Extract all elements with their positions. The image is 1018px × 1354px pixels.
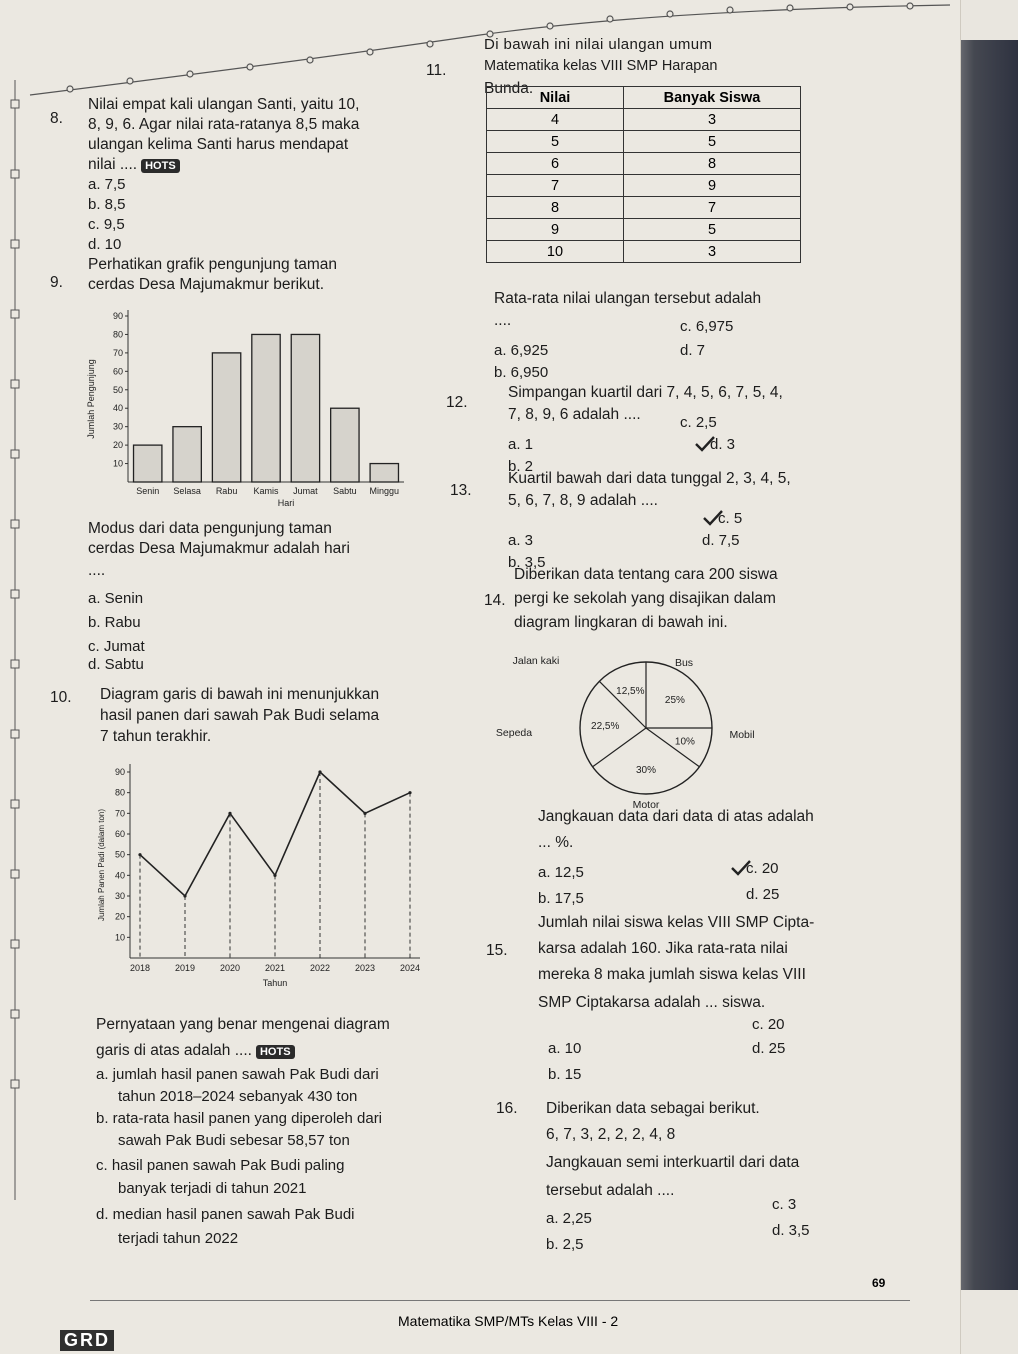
q16-line-1: Diberikan data sebagai berikut.: [546, 1100, 760, 1117]
q16-line-2: 6, 7, 3, 2, 2, 2, 4, 8: [546, 1126, 676, 1143]
q14-line-1: Diberikan data tentang cara 200 siswa: [514, 566, 778, 583]
q16-option-d[interactable]: d. 3,5: [772, 1222, 810, 1239]
q8-line-2: 8, 9, 6. Agar nilai rata-ratanya 8,5 maka: [88, 116, 360, 133]
q11-number: 11.: [426, 62, 447, 79]
q10-option-c-2: banyak terjadi di tahun 2021: [118, 1180, 307, 1197]
q8-option-d[interactable]: d. 10: [88, 236, 122, 253]
check-mark-icon: [702, 508, 724, 528]
page-number: 69: [872, 1276, 886, 1290]
q14-line-2: pergi ke sekolah yang disajikan dalam: [514, 590, 776, 607]
table-cell: 3: [624, 109, 801, 131]
q14-line-3: diagram lingkaran di bawah ini.: [514, 614, 728, 631]
q8-line-3: ulangan kelima Santi harus mendapat: [88, 136, 349, 153]
q15-option-a[interactable]: a. 10: [548, 1040, 582, 1057]
q8-line-4-text: nilai ....: [88, 156, 138, 173]
q11-option-b[interactable]: b. 6,950: [494, 364, 549, 381]
table-cell: 5: [624, 219, 801, 241]
q14-after-2: ... %.: [538, 834, 574, 851]
y-tick-label: 50: [114, 849, 125, 860]
bar-selasa: [173, 427, 201, 482]
q15-line-3: mereka 8 maka jumlah siswa kelas VIII: [538, 966, 806, 983]
bar-minggu: [370, 464, 398, 482]
x-tick-label: Sabtu: [333, 486, 357, 496]
data-point-2024: [408, 791, 411, 794]
q16-option-a[interactable]: a. 2,25: [546, 1210, 592, 1227]
q11-line-1: Di bawah ini nilai ulangan umum: [484, 36, 713, 53]
data-point-2021: [273, 874, 276, 877]
slice-name-label: Bus: [674, 657, 694, 669]
q13-option-d[interactable]: d. 7,5: [702, 532, 740, 549]
slice-edge: [593, 728, 646, 767]
q11-after-2: ....: [494, 312, 512, 329]
table-cell: 5: [487, 131, 624, 153]
q15-line-4: SMP Ciptakarsa adalah ... siswa.: [538, 994, 766, 1011]
table-row: [487, 241, 801, 263]
y-axis-label: Jumlah Panen Padi (dalam ton): [97, 808, 106, 922]
y-tick-label: 70: [112, 347, 123, 358]
table-cell: 5: [624, 131, 801, 153]
q10-after-1: Pernyataan yang benar mengenai diagram: [96, 1016, 390, 1033]
q10-option-b-1[interactable]: b. rata-rata hasil panen yang diperoleh dari: [96, 1110, 383, 1127]
x-axis-label: Tahun: [262, 978, 288, 988]
data-point-2020: [228, 812, 231, 815]
table-cell: 8: [487, 197, 624, 219]
q14-option-b[interactable]: b. 17,5: [538, 890, 584, 907]
q13-line-1: Kuartil bawah dari data tunggal 2, 3, 4, 5,: [508, 470, 791, 487]
q11-option-c[interactable]: c. 6,975: [680, 318, 734, 335]
table-row: [487, 219, 801, 241]
q15-option-d[interactable]: d. 25: [752, 1040, 786, 1057]
table-cell: 7: [624, 197, 801, 219]
data-point-2022: [318, 770, 321, 773]
q9-option-d[interactable]: d. Sabtu: [88, 656, 144, 673]
score-table: [486, 86, 801, 263]
y-tick-label: 80: [114, 787, 125, 798]
table-row: [487, 197, 801, 219]
q8-option-b[interactable]: b. 8,5: [88, 196, 126, 213]
q8-line-4: [88, 156, 180, 174]
data-point-2023: [363, 812, 366, 815]
q14-number: 14.: [484, 592, 506, 609]
check-mark-icon: [730, 858, 752, 878]
q8-option-c[interactable]: c. 9,5: [88, 216, 125, 233]
q11-after-1: Rata-rata nilai ulangan tersebut adalah: [494, 290, 762, 307]
publisher-logo: GRD: [60, 1330, 114, 1351]
x-tick-label: 2024: [399, 963, 421, 973]
q8-option-a[interactable]: a. 7,5: [88, 176, 126, 193]
table-cell: 7: [487, 175, 624, 197]
y-tick-label: 10: [112, 458, 123, 469]
hots-badge: HOTS: [141, 159, 180, 173]
y-tick-label: 90: [114, 767, 125, 777]
q10-line-2: hasil panen dari sawah Pak Budi selama: [100, 707, 380, 724]
q9-after-2: cerdas Desa Majumakmur adalah hari: [88, 540, 350, 557]
table-row: [487, 153, 801, 175]
q9-after-3: ....: [88, 562, 106, 579]
slice-percent-label: 25%: [664, 695, 685, 707]
q13-number: 13.: [450, 482, 472, 499]
y-tick-label: 60: [112, 366, 123, 377]
q15-line-2: karsa adalah 160. Jika rata-rata nilai: [538, 940, 788, 957]
q9-line-2: cerdas Desa Majumakmur berikut.: [88, 276, 325, 293]
q12-line-1: Simpangan kuartil dari 7, 4, 5, 6, 7, 5, 4,: [508, 384, 783, 401]
q10-line-3: 7 tahun terakhir.: [100, 728, 212, 745]
y-axis-label: Jumlah Pengunjung: [86, 359, 96, 439]
q14-option-a[interactable]: a. 12,5: [538, 864, 584, 881]
x-tick-label: Senin: [136, 486, 160, 496]
bar-sabtu: [331, 408, 359, 482]
y-tick-label: 20: [112, 440, 123, 451]
table-row: [487, 131, 801, 153]
slice-percent-label: 30%: [635, 764, 657, 776]
hots-badge: HOTS: [256, 1045, 295, 1059]
q16-number: 16.: [496, 1100, 518, 1117]
q10-option-a-2: tahun 2018–2024 sebanyak 430 ton: [118, 1088, 358, 1105]
q10-number: 10.: [50, 689, 72, 706]
q9-number: 9.: [50, 274, 63, 291]
book-title: Matematika SMP/MTs Kelas VIII - 2: [398, 1313, 619, 1329]
x-axis-label: Hari: [277, 498, 295, 508]
table-cell: 3: [624, 241, 801, 263]
data-point-2019: [183, 894, 186, 897]
x-tick-label: 2022: [309, 963, 331, 973]
q11-option-a[interactable]: a. 6,925: [494, 342, 549, 359]
x-tick-label: Kamis: [253, 486, 279, 496]
q14-option-d[interactable]: d. 25: [746, 886, 780, 903]
visitor-bar-chart: [82, 300, 422, 515]
q15-option-b[interactable]: b. 15: [548, 1066, 582, 1083]
q12-option-c[interactable]: c. 2,5: [680, 414, 717, 431]
q9-option-c[interactable]: c. Jumat: [88, 638, 145, 655]
y-tick-label: 40: [112, 403, 123, 414]
bar-rabu: [212, 353, 240, 482]
y-tick-label: 20: [114, 911, 125, 922]
q13-line-2: 5, 6, 7, 8, 9 adalah ....: [508, 492, 658, 509]
q10-after-2: [96, 1042, 295, 1060]
q14-option-c[interactable]: c. 20: [746, 860, 779, 877]
footer-rule: [90, 1300, 910, 1301]
y-tick-label: 80: [112, 329, 123, 340]
x-tick-label: Jumat: [293, 486, 318, 496]
q10-option-d-2: terjadi tahun 2022: [118, 1230, 239, 1247]
q10-after-2-text: garis di atas adalah ....: [96, 1042, 252, 1059]
slice-percent-label: 12,5%: [616, 686, 645, 698]
x-tick-label: Selasa: [173, 486, 201, 496]
q12-number: 12.: [446, 394, 468, 411]
x-tick-label: Minggu: [369, 486, 400, 496]
q10-option-a-1[interactable]: a. jumlah hasil panen sawah Pak Budi dari: [96, 1066, 379, 1083]
x-tick-label: 2023: [354, 963, 376, 973]
q8-number: 8.: [50, 110, 63, 127]
slice-name-label: Mobil: [729, 729, 755, 741]
y-tick-label: 10: [114, 932, 125, 943]
slice-percent-label: 22,5%: [591, 720, 620, 732]
y-tick-label: 40: [114, 870, 125, 881]
q8-line-1: Nilai empat kali ulangan Santi, yaitu 10,: [88, 96, 360, 113]
bar-senin: [134, 445, 162, 482]
table-row: [487, 175, 801, 197]
y-tick-label: 30: [112, 421, 123, 432]
q12-option-a[interactable]: a. 1: [508, 436, 534, 453]
q10-option-c-1[interactable]: c. hasil panen sawah Pak Budi paling: [96, 1157, 345, 1174]
q9-line-1: Perhatikan grafik pengunjung taman: [88, 256, 338, 273]
x-tick-label: 2020: [219, 963, 241, 973]
q9-option-b[interactable]: b. Rabu: [88, 614, 141, 631]
harvest-line-chart: [90, 756, 430, 996]
q11-option-d[interactable]: d. 7: [680, 342, 706, 359]
table-cell: 10: [487, 241, 624, 263]
transport-pie-chart: [495, 640, 766, 818]
x-tick-label: 2019: [174, 963, 196, 973]
q16-line-3: Jangkauan semi interkuartil dari data: [546, 1154, 800, 1171]
slice-percent-label: 10%: [674, 736, 695, 748]
table-header-nilai: Nilai: [487, 87, 624, 109]
table-cell: 8: [624, 153, 801, 175]
q12-line-2: 7, 8, 9, 6 adalah ....: [508, 406, 641, 423]
table-cell: 9: [624, 175, 801, 197]
slice-name-label: Motor: [632, 799, 660, 811]
data-point-2018: [138, 853, 141, 856]
x-tick-label: 2018: [129, 963, 151, 973]
q12-option-d[interactable]: d. 3: [710, 436, 736, 453]
q9-after-1: Modus dari data pengunjung taman: [88, 520, 332, 537]
q15-number: 15.: [486, 942, 508, 959]
q13-option-b[interactable]: b. 3,5: [508, 554, 546, 571]
y-tick-label: 50: [112, 384, 123, 395]
q13-option-a[interactable]: a. 3: [508, 532, 534, 549]
q11-line-3: Bunda.: [484, 80, 534, 97]
x-tick-label: Rabu: [215, 486, 238, 496]
q16-line-4: tersebut adalah ....: [546, 1182, 675, 1199]
x-tick-label: 2021: [264, 963, 286, 973]
y-tick-label: 70: [114, 808, 125, 819]
q10-line-1: Diagram garis di bawah ini menunjukkan: [100, 686, 380, 703]
decorative-left-border: [6, 80, 24, 1200]
slice-name-label: Sepeda: [495, 727, 533, 739]
check-mark-icon: [694, 434, 716, 454]
q11-line-2: Matematika kelas VIII SMP Harapan: [484, 58, 718, 74]
bar-jumat: [291, 334, 319, 482]
y-tick-label: 90: [112, 311, 123, 321]
q12-option-b[interactable]: b. 2: [508, 458, 534, 475]
y-tick-label: 30: [114, 891, 125, 901]
q15-line-1: Jumlah nilai siswa kelas VIII SMP Cipta-: [538, 914, 815, 931]
q16-option-c[interactable]: c. 3: [772, 1196, 797, 1213]
q13-option-c[interactable]: c. 5: [718, 510, 743, 527]
q10-option-b-2: sawah Pak Budi sebesar 58,57 ton: [118, 1132, 350, 1149]
table-cell: 4: [487, 109, 624, 131]
q15-option-c[interactable]: c. 20: [752, 1016, 785, 1033]
slice-name-label: Jalan kaki: [512, 655, 560, 667]
q10-option-d-1[interactable]: d. median hasil panen sawah Pak Budi: [96, 1206, 355, 1223]
q14-after-1: Jangkauan data dari data di atas adalah: [538, 808, 814, 825]
table-header-banyak-siswa: Banyak Siswa: [624, 87, 801, 109]
q16-option-b[interactable]: b. 2,5: [546, 1236, 584, 1253]
table-cell: 6: [487, 153, 624, 175]
table-row: [487, 109, 801, 131]
q9-option-a[interactable]: a. Senin: [88, 590, 144, 607]
y-tick-label: 60: [114, 829, 125, 839]
bar-kamis: [252, 334, 280, 482]
table-cell: 9: [487, 219, 624, 241]
